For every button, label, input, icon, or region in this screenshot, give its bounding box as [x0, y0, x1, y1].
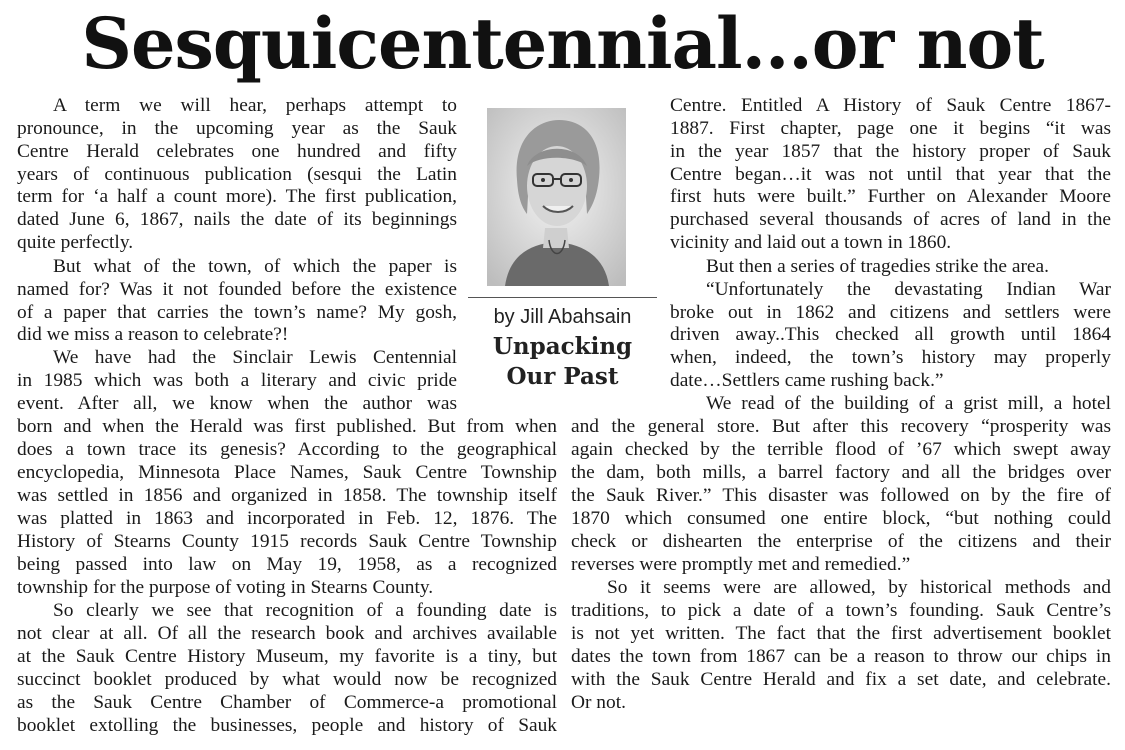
- article-line: is not yet written. The fact that the first advertisement booklet: [571, 623, 1111, 644]
- article-line: named for? Was it not founded before the existence: [17, 279, 457, 300]
- column-title-line-2: Our Past: [506, 363, 619, 390]
- article-line: the dam, both mills, a barrel factory and all the bridges over: [571, 462, 1111, 483]
- article-line: in 1985 which was both a literary and civic pride: [17, 370, 457, 391]
- article-line: encyclopedia, Minnesota Place Names, Sauk Centre Township: [17, 462, 557, 483]
- article-line: So it seems were are allowed, by historical methods and: [607, 577, 1111, 598]
- article-line: as the Sauk Centre Chamber of Commerce-a promotional: [17, 692, 557, 713]
- article-line: at the Sauk Centre History Museum, my favorite is a tiny, but: [17, 646, 557, 667]
- column-title-line-1: Unpacking: [492, 333, 633, 360]
- article-line: traditions, to pick a date of a town’s founding. Sauk Centre’s: [571, 600, 1111, 621]
- article-line: event. After all, we know when the author was: [17, 393, 457, 414]
- article-line: check or dishearten the enterprise of the citizens and their: [571, 531, 1111, 552]
- portrait-photo: [487, 108, 626, 286]
- article-line: years of continuous publication (sesqui the Latin: [17, 164, 457, 185]
- article-line: Centre began…it was not until that year that the: [670, 164, 1111, 185]
- article-line: first huts were built.” Further on Alexander Moore: [670, 186, 1111, 207]
- article-line: History of Stearns County 1915 records Sauk Centre Township: [17, 531, 557, 552]
- article-line: in the year 1857 that the history proper of Sauk: [670, 141, 1111, 162]
- article-line: booklet extolling the businesses, people and history of Sauk: [17, 715, 557, 736]
- article-line: But then a series of tragedies strike the area.: [706, 256, 1049, 277]
- article-line: purchased several thousands of acres of land in the: [670, 209, 1111, 230]
- article-line: 1887. First chapter, page one it begins “it was: [670, 118, 1111, 139]
- article-line: vicinity and laid out a town in 1860.: [670, 232, 952, 253]
- headline: Sesquicentennial...or not: [81, 2, 1044, 85]
- article-line: born and when the Herald was first published. But from when: [17, 416, 557, 437]
- article-line: pronounce, in the upcoming year as the Sauk: [17, 118, 457, 139]
- article-line: not clear at all. Of all the research book and archives available: [17, 623, 557, 644]
- article-line: “Unfortunately the devastating Indian War: [706, 279, 1111, 300]
- article-line: Centre. Entitled A History of Sauk Centre 1867-: [670, 95, 1111, 116]
- article-line: We read of the building of a grist mill, a hotel: [706, 393, 1111, 414]
- article-line: township for the purpose of voting in Stearns County.: [17, 577, 434, 598]
- byline: by Jill Abahsain: [493, 306, 632, 328]
- article-line: did we miss a reason to celebrate?!: [17, 324, 289, 345]
- article-line: A term we will hear, perhaps attempt to: [53, 95, 457, 116]
- article-line: dated June 6, 1867, nails the date of its beginnings: [17, 209, 457, 230]
- article-line: was platted in 1863 and incorporated in Feb. 12, 1876. The: [17, 508, 557, 529]
- article-line: and the general store. But after this recovery “prosperity was: [571, 416, 1111, 437]
- portrait-icon: [487, 108, 626, 286]
- article-line: reverses were promptly met and remedied.”: [571, 554, 911, 575]
- article-line: with the Sauk Centre Herald and fix a set date, and celebrate.: [571, 669, 1111, 690]
- article-line: driven away..This checked all growth until 1864: [670, 324, 1111, 345]
- article-line: again checked by the terrible flood of ’67 which swept away: [571, 439, 1111, 460]
- article-line: We have had the Sinclair Lewis Centennial: [53, 347, 457, 368]
- article-line: succinct booklet produced by what would now be recognized: [17, 669, 557, 690]
- article-line: when, indeed, the town’s history may properly: [670, 347, 1111, 368]
- article-line: Or not.: [571, 692, 626, 713]
- article-line: quite perfectly.: [17, 232, 134, 253]
- article-line: of a paper that carries the town’s name? My gosh,: [17, 302, 457, 323]
- article-line: Centre Herald celebrates one hundred and fifty: [17, 141, 457, 162]
- article-line: But what of the town, of which the paper is: [53, 256, 457, 277]
- article-line: does a town trace its genesis? According to the geographical: [17, 439, 557, 460]
- article-line: date…Settlers came rushing back.”: [670, 370, 944, 391]
- article-line: 1870 which consumed one entire block, “but nothing could: [571, 508, 1111, 529]
- article-line: So clearly we see that recognition of a founding date is: [53, 600, 557, 621]
- article-line: term for ‘a half a count more). The first publication,: [17, 186, 457, 207]
- article-line: dates the town from 1867 can be a reason to throw our chips in: [571, 646, 1111, 667]
- byline-divider: [468, 297, 657, 298]
- article-line: broke out in 1862 and citizens and settlers were: [670, 302, 1111, 323]
- article-line: was settled in 1856 and organized in 1858. The township itself: [17, 485, 557, 506]
- article-line: the Sauk River.” This disaster was followed on by the fire of: [571, 485, 1111, 506]
- article-line: being passed into law on May 19, 1958, as a recognized: [17, 554, 557, 575]
